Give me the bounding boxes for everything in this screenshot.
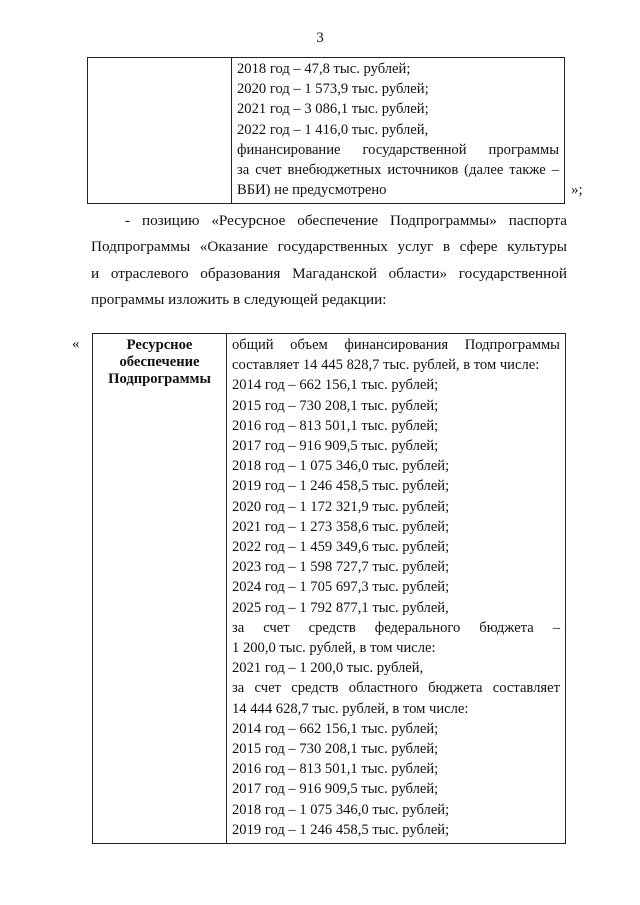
opening-quote-mark: « xyxy=(72,336,80,352)
funding-line: 2016 год – 813 501,1 тыс. рублей; xyxy=(232,761,439,778)
funding-line: 2017 год – 916 909,5 тыс. рублей; xyxy=(232,781,439,798)
amendment-paragraph xyxy=(91,208,567,313)
empty-label-cell xyxy=(88,58,232,204)
funding-line: за счет внебюджетных источников (далее также – xyxy=(237,162,559,179)
funding-table-continued xyxy=(87,57,565,204)
funding-line: 2023 год – 1 598 727,7 тыс. рублей; xyxy=(232,559,450,576)
funding-line: 14 444 628,7 тыс. рублей, в том числе: xyxy=(232,700,469,717)
label-line: Подпрограммы xyxy=(108,371,211,387)
label-line: обеспечение xyxy=(119,354,200,370)
funding-line: 2019 год – 1 246 458,5 тыс. рублей; xyxy=(232,821,450,838)
funding-line: 2021 год – 1 200,0 тыс. рублей, xyxy=(232,660,424,677)
paragraph-line: - позицию «Ресурсное обеспечение Подпрограммы» паспорта xyxy=(125,212,567,229)
funding-line: ВБИ) не предусмотрено xyxy=(237,182,387,199)
funding-details-cell xyxy=(232,58,565,204)
paragraph-line: Подпрограммы «Оказание государственных услуг в сфере культуры xyxy=(91,238,567,256)
funding-line: 2019 год – 1 246 458,5 тыс. рублей; xyxy=(232,478,450,495)
resource-provision-details-cell xyxy=(227,334,566,844)
funding-line: 2015 год – 730 208,1 тыс. рублей; xyxy=(232,741,439,758)
funding-line: финансирование государственной программы xyxy=(237,141,559,158)
page-number: 3 xyxy=(316,30,324,46)
funding-line: составляет 14 445 828,7 тыс. рублей, в том числе: xyxy=(232,357,540,374)
funding-line: 2022 год – 1 459 349,6 тыс. рублей; xyxy=(232,539,450,556)
paragraph-line: и отраслевого образования Магаданской области» государственной xyxy=(91,264,567,282)
funding-line: 2014 год – 662 156,1 тыс. рублей; xyxy=(232,720,439,737)
funding-line: 1 200,0 тыс. рублей, в том числе: xyxy=(232,640,436,657)
funding-line: 2021 год – 3 086,1 тыс. рублей; xyxy=(237,101,429,118)
funding-line: за счет средств федерального бюджета – xyxy=(232,619,560,636)
resource-provision-table xyxy=(92,333,566,844)
funding-line: 2016 год – 813 501,1 тыс. рублей; xyxy=(232,417,439,434)
funding-line: общий объем финансирования Подпрограммы xyxy=(232,337,560,353)
funding-line: 2020 год – 1 172 321,9 тыс. рублей; xyxy=(232,498,450,515)
paragraph-line: программы изложить в следующей редакции: xyxy=(91,290,387,308)
resource-provision-label-cell xyxy=(93,334,227,844)
funding-line: 2018 год – 1 075 346,0 тыс. рублей; xyxy=(232,801,450,818)
funding-line: 2020 год – 1 573,9 тыс. рублей; xyxy=(237,81,429,98)
funding-line: за счет средств областного бюджета составляет xyxy=(232,680,560,697)
funding-line: 2021 год – 1 273 358,6 тыс. рублей; xyxy=(232,518,450,535)
label-line: Ресурсное xyxy=(126,337,193,353)
funding-line: 2018 год – 1 075 346,0 тыс. рублей; xyxy=(232,458,450,475)
closing-quote-mark: »; xyxy=(571,182,583,198)
funding-line: 2018 год – 47,8 тыс. рублей; xyxy=(237,61,411,77)
funding-line: 2015 год – 730 208,1 тыс. рублей; xyxy=(232,397,439,414)
funding-line: 2014 год – 662 156,1 тыс. рублей; xyxy=(232,377,439,394)
funding-line: 2025 год – 1 792 877,1 тыс. рублей, xyxy=(232,599,449,616)
funding-line: 2022 год – 1 416,0 тыс. рублей, xyxy=(237,121,429,138)
funding-line: 2017 год – 916 909,5 тыс. рублей; xyxy=(232,438,439,455)
funding-line: 2024 год – 1 705 697,3 тыс. рублей; xyxy=(232,579,450,596)
